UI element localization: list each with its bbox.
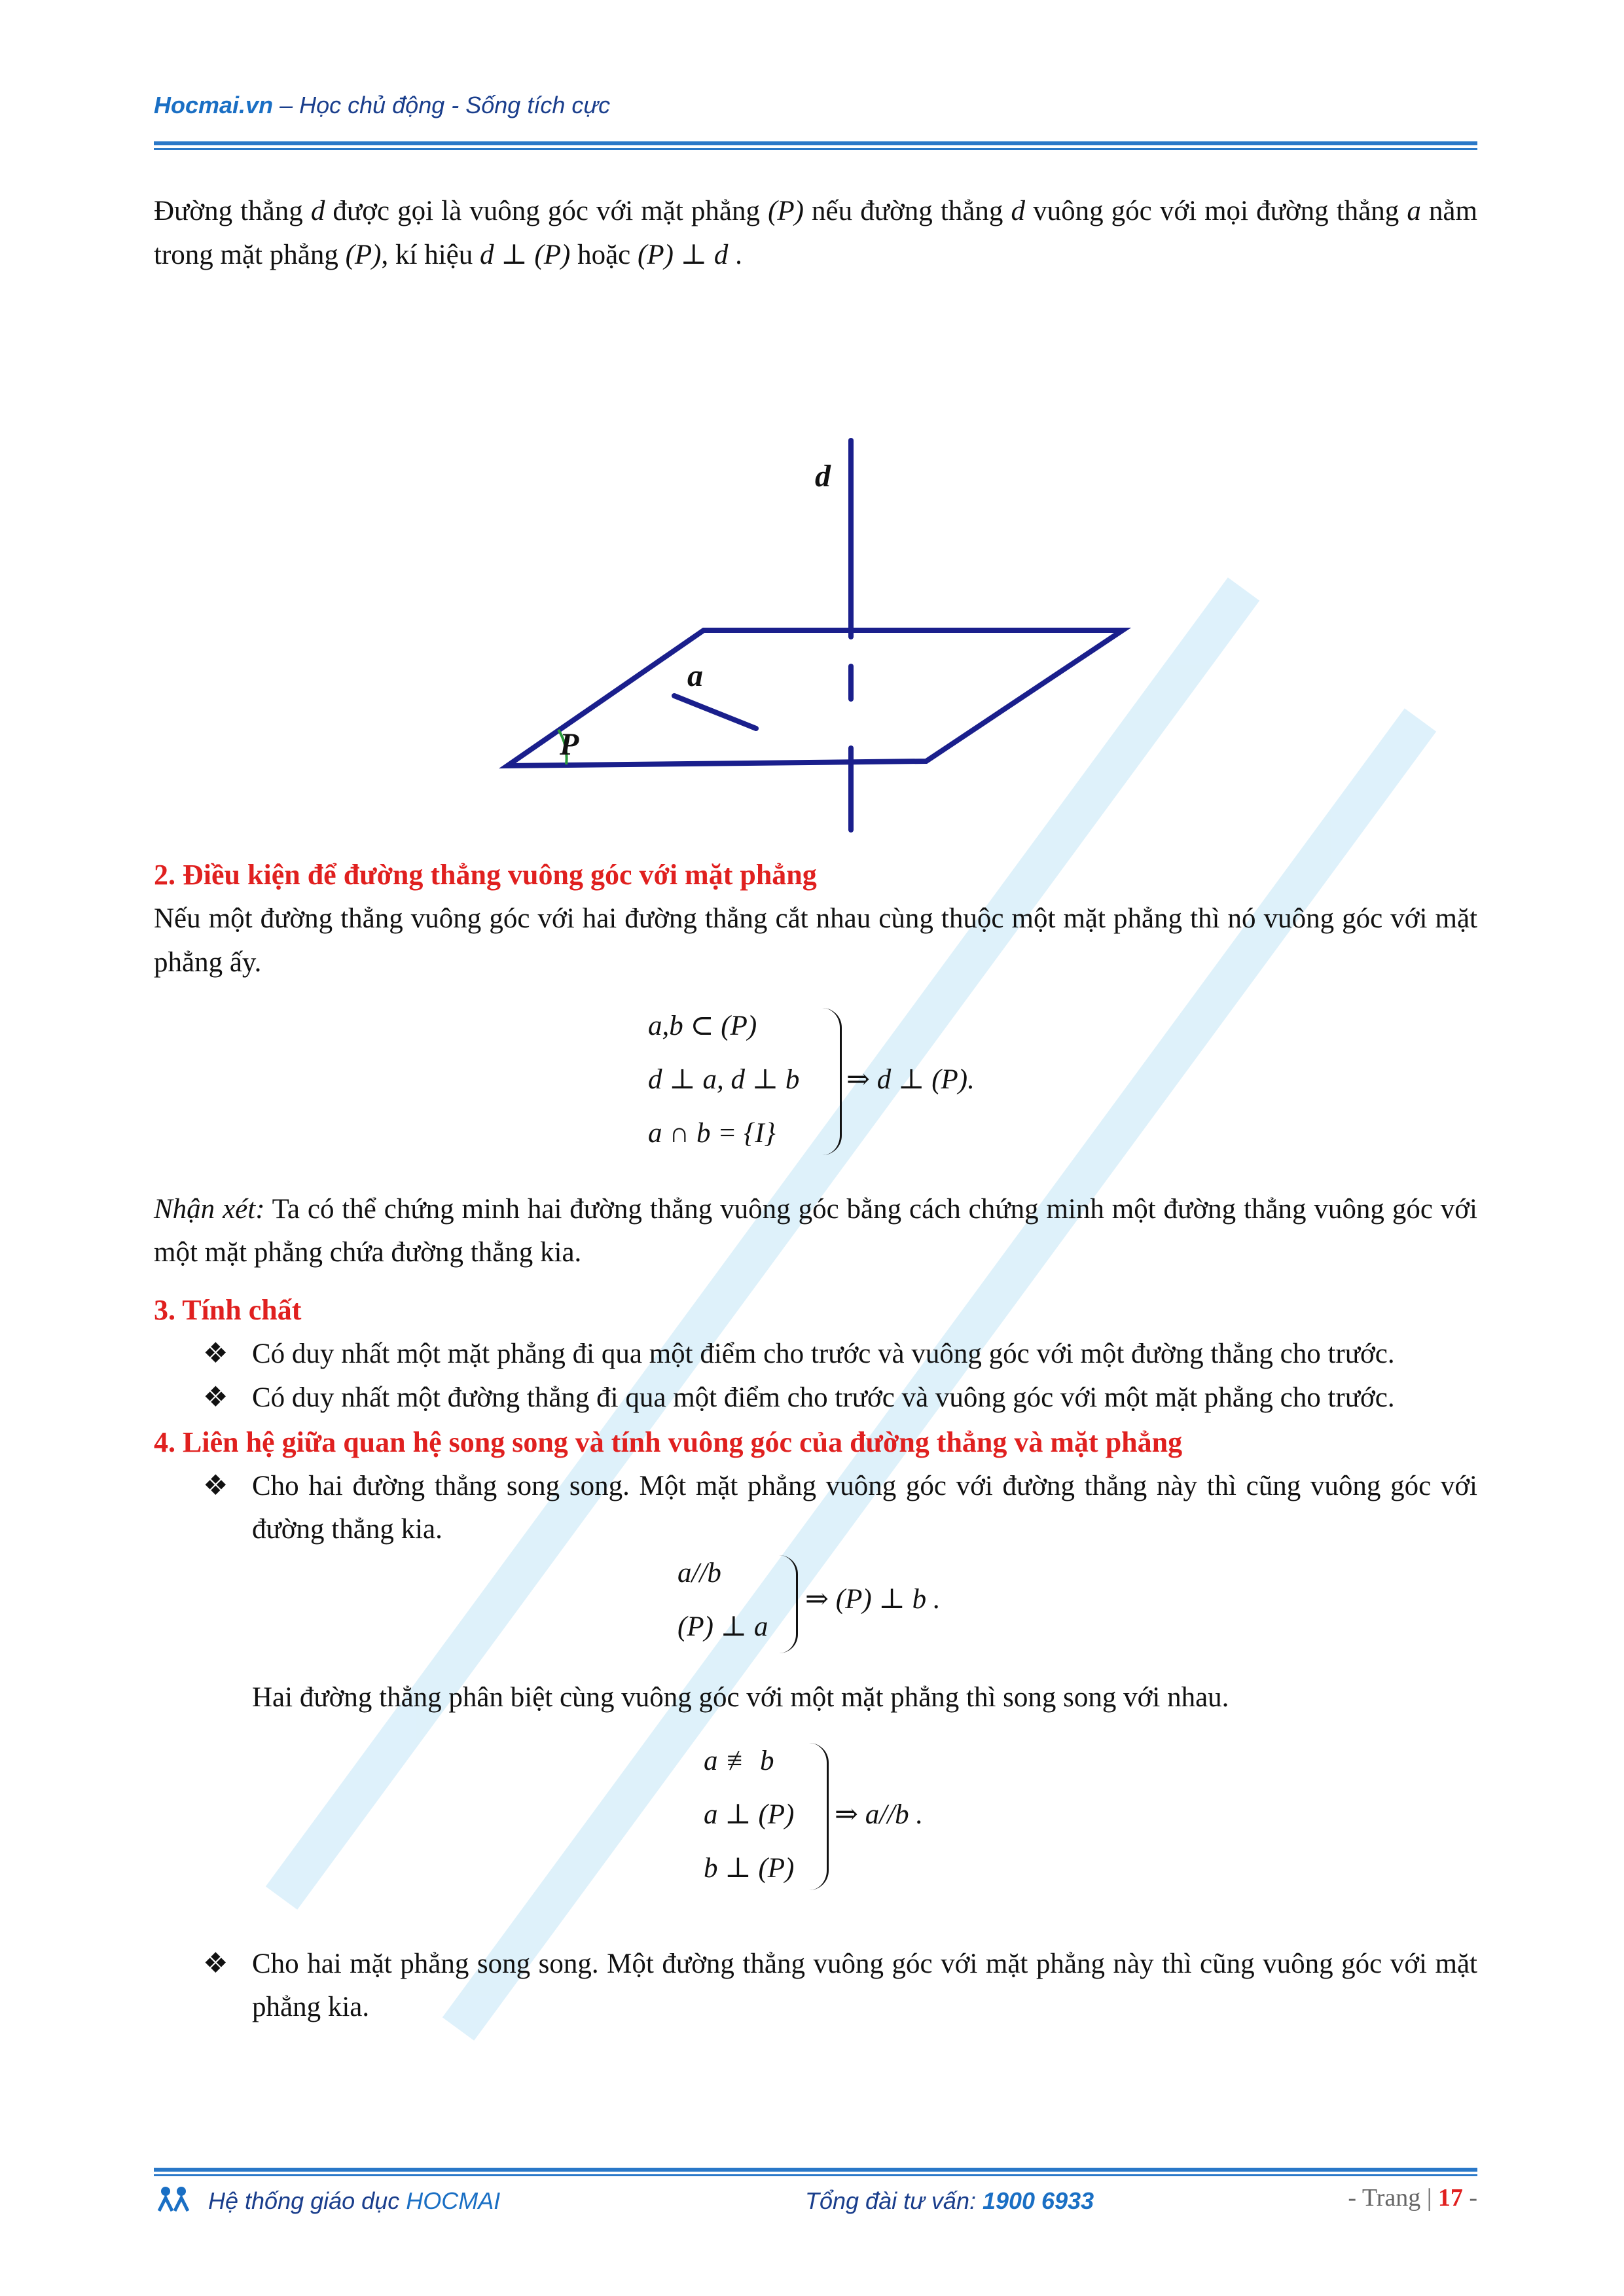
section-3-heading: 3. Tính chất	[154, 1294, 302, 1327]
label-p: P	[560, 727, 579, 762]
bullet-icon: ❖	[203, 1338, 228, 1370]
brand-link[interactable]: Hocmai.vn	[154, 92, 274, 118]
hotline-number: 1900 6933	[982, 2187, 1094, 2214]
perpendicular-figure	[154, 277, 1477, 853]
formula-condition: a,b ⊂ (P) d ⊥ a, d ⊥ b a ∩ b = {I} ⇒ d ⊥ (P).	[154, 1005, 1477, 1181]
remark-label: Nhận xét:	[154, 1193, 265, 1225]
formula-parallel-result: a ≢ b a ⊥ (P) b ⊥ (P) ⇒ a//b .	[154, 1740, 1477, 1916]
page-content	[154, 190, 1477, 2030]
header-rule	[154, 141, 1477, 145]
figure-svg	[154, 277, 1477, 853]
section-4-heading: 4. Liên hệ giữa quan hệ song song và tính vuông góc của đường thẳng và mặt phẳng	[154, 1426, 1183, 1458]
property-bullet: ❖ Có duy nhất một mặt phẳng đi qua một điểm cho trước và vuông góc với một đường thẳng cho trước.	[154, 1333, 1477, 1376]
remark-paragraph: Nhận xét: Ta có thể chứng minh hai đường thẳng vuông góc bằng cách chứng minh một đường thẳng vuông góc với một mặt phẳng chứa đường thẳng kia.	[154, 1193, 1477, 1268]
relation-bullet: ❖ Cho hai mặt phẳng song song. Một đường thẳng vuông góc với mặt phẳng này thì cũng vuông góc với mặt phẳng kia.	[154, 1943, 1477, 2030]
label-a: a	[687, 658, 703, 694]
bullet-icon: ❖	[203, 1948, 228, 1979]
footer-hotline: Tổng đài tư vấn: 1900 6933	[805, 2187, 1094, 2214]
relation-text-2: Hai đường thẳng phân biệt cùng vuông góc với một mặt phẳng thì song song với nhau.	[252, 1681, 1229, 1713]
footer-rule	[154, 2168, 1477, 2172]
formula-parallel-lines: a//b (P) ⊥ a ⇒ (P) ⊥ b .	[154, 1552, 1477, 1663]
plane-p	[507, 630, 1123, 766]
section-2-heading: 2. Điều kiện để đường thẳng vuông góc với mặt phẳng	[154, 859, 817, 891]
bullet-icon: ❖	[203, 1382, 228, 1413]
header-rule-thin	[154, 148, 1477, 150]
footer-brand: HOCMAI	[406, 2187, 501, 2214]
hocmai-logo-icon	[154, 2185, 193, 2217]
label-d: d	[815, 459, 831, 494]
bullet-icon: ❖	[203, 1470, 228, 1501]
header-tagline: Học chủ động - Sống tích cực	[299, 92, 611, 118]
footer-system: Hệ thống giáo dục HOCMAI	[208, 2187, 501, 2214]
page-number: - Trang | 17 -	[1348, 2184, 1477, 2212]
line-a	[674, 696, 756, 728]
page-header: Hocmai.vn – Học chủ động - Sống tích cực	[154, 92, 611, 118]
footer-rule-thin	[154, 2174, 1477, 2176]
property-bullet: ❖ Có duy nhất một đường thẳng đi qua một điểm cho trước và vuông góc với một mặt phẳng cho trước.	[154, 1376, 1477, 1420]
section-2-text: Nếu một đường thẳng vuông góc với hai đường thẳng cắt nhau cùng thuộc một mặt phẳng thì nó vuông góc với mặt phẳng ấy.	[154, 903, 1477, 978]
definition-paragraph: Đường thẳng d được gọi là vuông góc với mặt phẳng (P) nếu đường thẳng d vuông góc với mọi đường thẳng a nằm trong mặt phẳng (P), kí hiệu d ⊥ (P) hoặc (P) ⊥ d .	[154, 196, 1477, 270]
relation-bullet: ❖ Cho hai đường thẳng song song. Một mặt phẳng vuông góc với đường thẳng này thì cũng vuông góc với đường thẳng kia.	[154, 1465, 1477, 1552]
